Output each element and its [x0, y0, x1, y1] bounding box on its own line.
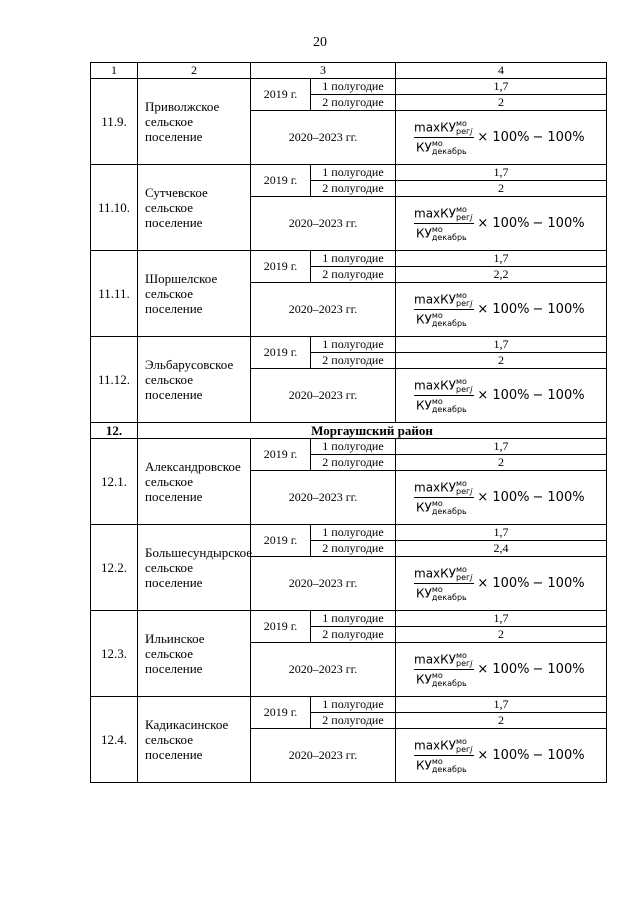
row-number: 11.10. [91, 165, 138, 251]
settlement-name-cell [138, 337, 251, 423]
year-cell: 2019 г. [251, 165, 311, 197]
formula-times: × [477, 662, 489, 678]
section-number: 12. [91, 423, 138, 439]
formula-cell [396, 729, 607, 783]
half-1-label: 1 полугодие [311, 439, 396, 455]
half-1-label: 1 полугодие [311, 79, 396, 95]
formula-den-sup: мо [431, 498, 443, 508]
formula [414, 652, 585, 688]
formula-den-base: КУ [416, 398, 432, 413]
formula-numerator [414, 120, 474, 137]
formula-hundred-2: 100% [547, 662, 585, 678]
settlement-name: Кадикасинское сельское поселение [145, 717, 229, 762]
settlement-name: Приволжское сельское поселение [145, 99, 220, 144]
formula-cell [396, 643, 607, 697]
formula-fraction [414, 652, 474, 688]
formula-num-sub-text: рег [455, 572, 471, 582]
formula-num-sup: мо [455, 290, 467, 300]
formula-num-sub-index: j [470, 658, 473, 668]
year-cell: 2019 г. [251, 611, 311, 643]
formula-num-scripts [456, 292, 472, 308]
header-col-3: 3 [251, 63, 396, 79]
settlement-name: Большесундырское сельское поселение [145, 545, 253, 590]
formula-times: × [477, 302, 489, 318]
period-cell: 2020–2023 гг. [251, 729, 396, 783]
formula-num-sub [456, 214, 472, 222]
formula-cell [396, 283, 607, 337]
formula-den-sup: мо [431, 756, 443, 766]
half-1-value: 1,7 [396, 337, 607, 353]
formula-hundred-2: 100% [547, 388, 585, 404]
formula-hundred-2: 100% [547, 302, 585, 318]
half-1-value: 1,7 [396, 439, 607, 455]
formula-num-sub [456, 574, 472, 582]
formula-den-base: КУ [416, 140, 432, 155]
half-1-value: 1,7 [396, 79, 607, 95]
formula-num-sup: мо [455, 204, 467, 214]
row-number: 12.1. [91, 439, 138, 525]
formula-den-base: КУ [416, 586, 432, 601]
settlement-name-cell [138, 439, 251, 525]
formula-num-sub-text: рег [455, 384, 471, 394]
formula-den-scripts [432, 672, 467, 688]
formula-num-scripts [456, 738, 472, 754]
formula [414, 120, 585, 156]
half-1-value: 1,7 [396, 525, 607, 541]
settlement-name-cell [138, 611, 251, 697]
formula-minus: − [532, 490, 544, 506]
formula-den-sup: мо [431, 224, 443, 234]
formula-num-sup: мо [455, 118, 467, 128]
formula-den-base: КУ [416, 312, 432, 327]
settlement-name-cell [138, 697, 251, 783]
formula-hundred: 100% [492, 130, 530, 146]
formula-num-scripts [456, 652, 472, 668]
formula-num-base: maxКУ [414, 566, 456, 581]
section-title: Моргаушский район [138, 423, 607, 439]
header-col-1: 1 [91, 63, 138, 79]
row-number: 12.4. [91, 697, 138, 783]
formula-cell [396, 369, 607, 423]
formula-den-sub: декабрь [431, 146, 467, 156]
half-2-label: 2 полугодие [311, 353, 396, 369]
formula-minus: − [532, 130, 544, 146]
period-cell: 2020–2023 гг. [251, 111, 396, 165]
period-cell: 2020–2023 гг. [251, 643, 396, 697]
formula [414, 738, 585, 774]
formula-num-sub-index: j [470, 126, 473, 136]
formula-minus: − [532, 576, 544, 592]
formula-denominator [414, 498, 469, 516]
formula-num-sub [456, 386, 472, 394]
formula-num-sub [456, 128, 472, 136]
half-2-label: 2 полугодие [311, 455, 396, 471]
formula-fraction [414, 480, 474, 516]
formula-minus: − [532, 216, 544, 232]
formula-den-sub: декабрь [431, 318, 467, 328]
formula-num-sup: мо [455, 564, 467, 574]
period-cell: 2020–2023 гг. [251, 557, 396, 611]
formula-hundred-2: 100% [547, 130, 585, 146]
formula-num-sup: мо [455, 650, 467, 660]
formula-denominator [414, 584, 469, 602]
formula-num-sub-text: рег [455, 486, 471, 496]
formula-minus: − [532, 662, 544, 678]
formula-denominator [414, 756, 469, 774]
half-1-label: 1 полугодие [311, 525, 396, 541]
row-number: 12.2. [91, 525, 138, 611]
formula-numerator [414, 566, 474, 583]
formula-num-sub-index: j [470, 298, 473, 308]
formula-fraction [414, 292, 474, 328]
formula-num-sub-index: j [470, 572, 473, 582]
row-number: 11.12. [91, 337, 138, 423]
half-1-label: 1 полугодие [311, 165, 396, 181]
formula-num-base: maxКУ [414, 120, 456, 135]
formula-fraction [414, 566, 474, 602]
formula-num-sub-index: j [470, 486, 473, 496]
formula-num-base: maxКУ [414, 738, 456, 753]
formula-hundred: 100% [492, 662, 530, 678]
year-cell: 2019 г. [251, 337, 311, 369]
settlement-row [91, 697, 607, 713]
formula-fraction [414, 120, 474, 156]
formula-num-sup: мо [455, 736, 467, 746]
formula [414, 480, 585, 516]
formula-num-sub [456, 300, 472, 308]
settlement-row [91, 337, 607, 353]
formula-numerator [414, 378, 474, 395]
formula-numerator [414, 652, 474, 669]
formula-hundred: 100% [492, 490, 530, 506]
settlement-name: Александровское сельское поселение [145, 459, 241, 504]
formula-den-sup: мо [431, 670, 443, 680]
formula-den-sup: мо [431, 396, 443, 406]
half-2-value: 2 [396, 181, 607, 197]
settlement-name: Ильинское сельское поселение [145, 631, 205, 676]
formula-numerator [414, 738, 474, 755]
formula-times: × [477, 748, 489, 764]
tariff-table [90, 62, 607, 783]
formula-num-sub-index: j [470, 212, 473, 222]
formula-den-base: КУ [416, 226, 432, 241]
half-2-value: 2,4 [396, 541, 607, 557]
formula [414, 292, 585, 328]
formula-minus: − [532, 302, 544, 318]
formula-den-base: КУ [416, 500, 432, 515]
formula-cell [396, 197, 607, 251]
formula-den-base: КУ [416, 758, 432, 773]
formula-den-scripts [432, 398, 467, 414]
settlement-name-cell [138, 251, 251, 337]
formula-den-sup: мо [431, 584, 443, 594]
formula-hundred-2: 100% [547, 576, 585, 592]
formula-hundred: 100% [492, 216, 530, 232]
half-2-value: 2 [396, 713, 607, 729]
formula-den-scripts [432, 758, 467, 774]
formula-denominator [414, 670, 469, 688]
settlement-row [91, 251, 607, 267]
formula-hundred-2: 100% [547, 748, 585, 764]
formula-num-base: maxКУ [414, 480, 456, 495]
formula-num-sub-index: j [470, 384, 473, 394]
half-2-value: 2 [396, 353, 607, 369]
half-1-value: 1,7 [396, 251, 607, 267]
half-1-value: 1,7 [396, 165, 607, 181]
formula [414, 378, 585, 414]
formula-times: × [477, 490, 489, 506]
year-cell: 2019 г. [251, 525, 311, 557]
half-1-label: 1 полугодие [311, 251, 396, 267]
settlement-name: Шоршелское сельское поселение [145, 271, 218, 316]
half-2-value: 2 [396, 95, 607, 111]
year-cell: 2019 г. [251, 697, 311, 729]
settlement-row [91, 439, 607, 455]
formula-hundred-2: 100% [547, 216, 585, 232]
formula-hundred: 100% [492, 388, 530, 404]
half-1-label: 1 полугодие [311, 611, 396, 627]
formula-fraction [414, 206, 474, 242]
formula-num-sub [456, 746, 472, 754]
half-2-label: 2 полугодие [311, 267, 396, 283]
half-1-label: 1 полугодие [311, 337, 396, 353]
half-2-value: 2 [396, 627, 607, 643]
settlement-name-cell [138, 525, 251, 611]
period-cell: 2020–2023 гг. [251, 197, 396, 251]
formula-num-sub [456, 660, 472, 668]
formula-num-sup: мо [455, 376, 467, 386]
formula-denominator [414, 310, 469, 328]
formula-num-sub-text: рег [455, 212, 471, 222]
section-row [91, 423, 607, 439]
formula-den-sub: декабрь [431, 404, 467, 414]
formula-numerator [414, 480, 474, 497]
half-1-label: 1 полугодие [311, 697, 396, 713]
formula-den-base: КУ [416, 672, 432, 687]
formula-num-base: maxКУ [414, 378, 456, 393]
formula-fraction [414, 378, 474, 414]
settlement-name: Эльбарусовское сельское поселение [145, 357, 234, 402]
formula-cell [396, 111, 607, 165]
formula-num-base: maxКУ [414, 652, 456, 667]
formula-hundred: 100% [492, 302, 530, 318]
formula-num-scripts [456, 206, 472, 222]
formula-numerator [414, 292, 474, 309]
formula [414, 206, 585, 242]
half-2-value: 2 [396, 455, 607, 471]
formula-num-sub-index: j [470, 744, 473, 754]
settlement-name: Сутчевское сельское поселение [145, 185, 208, 230]
settlement-row [91, 525, 607, 541]
settlement-name-cell [138, 79, 251, 165]
half-2-label: 2 полугодие [311, 95, 396, 111]
formula-cell [396, 471, 607, 525]
formula-den-sub: декабрь [431, 506, 467, 516]
formula-num-base: maxКУ [414, 206, 456, 221]
formula-num-scripts [456, 480, 472, 496]
formula-denominator [414, 224, 469, 242]
row-number: 11.9. [91, 79, 138, 165]
formula-minus: − [532, 748, 544, 764]
page-number: 20 [313, 35, 327, 50]
formula-fraction [414, 738, 474, 774]
half-1-value: 1,7 [396, 697, 607, 713]
half-2-label: 2 полугодие [311, 713, 396, 729]
half-2-value: 2,2 [396, 267, 607, 283]
formula-num-sub-text: рег [455, 658, 471, 668]
formula-num-sub-text: рег [455, 298, 471, 308]
header-row [91, 63, 607, 79]
settlement-row [91, 165, 607, 181]
settlement-row [91, 611, 607, 627]
formula-num-scripts [456, 566, 472, 582]
formula-hundred-2: 100% [547, 490, 585, 506]
formula-times: × [477, 216, 489, 232]
half-2-label: 2 полугодие [311, 541, 396, 557]
formula-den-scripts [432, 500, 467, 516]
half-2-label: 2 полугодие [311, 627, 396, 643]
formula-times: × [477, 576, 489, 592]
formula-den-sub: декабрь [431, 764, 467, 774]
header-col-2: 2 [138, 63, 251, 79]
formula-num-scripts [456, 378, 472, 394]
formula-den-scripts [432, 586, 467, 602]
formula-num-base: maxКУ [414, 292, 456, 307]
period-cell: 2020–2023 гг. [251, 369, 396, 423]
half-1-value: 1,7 [396, 611, 607, 627]
formula-den-scripts [432, 140, 467, 156]
formula-cell [396, 557, 607, 611]
formula-den-sub: декабрь [431, 592, 467, 602]
formula-hundred: 100% [492, 748, 530, 764]
formula-den-sup: мо [431, 138, 443, 148]
formula-den-sub: декабрь [431, 678, 467, 688]
formula-den-sub: декабрь [431, 232, 467, 242]
formula-denominator [414, 138, 469, 156]
header-col-4: 4 [396, 63, 607, 79]
formula-denominator [414, 396, 469, 414]
year-cell: 2019 г. [251, 439, 311, 471]
formula-num-sub-text: рег [455, 744, 471, 754]
row-number: 12.3. [91, 611, 138, 697]
formula-den-scripts [432, 226, 467, 242]
formula-numerator [414, 206, 474, 223]
settlement-row [91, 79, 607, 95]
formula-num-sub-text: рег [455, 126, 471, 136]
formula-num-sub [456, 488, 472, 496]
formula-num-scripts [456, 120, 472, 136]
year-cell: 2019 г. [251, 79, 311, 111]
formula-den-sup: мо [431, 310, 443, 320]
period-cell: 2020–2023 гг. [251, 283, 396, 337]
formula-hundred: 100% [492, 576, 530, 592]
row-number: 11.11. [91, 251, 138, 337]
formula-times: × [477, 130, 489, 146]
period-cell: 2020–2023 гг. [251, 471, 396, 525]
year-cell: 2019 г. [251, 251, 311, 283]
formula-minus: − [532, 388, 544, 404]
formula-den-scripts [432, 312, 467, 328]
formula-times: × [477, 388, 489, 404]
formula [414, 566, 585, 602]
half-2-label: 2 полугодие [311, 181, 396, 197]
settlement-name-cell [138, 165, 251, 251]
formula-num-sup: мо [455, 478, 467, 488]
